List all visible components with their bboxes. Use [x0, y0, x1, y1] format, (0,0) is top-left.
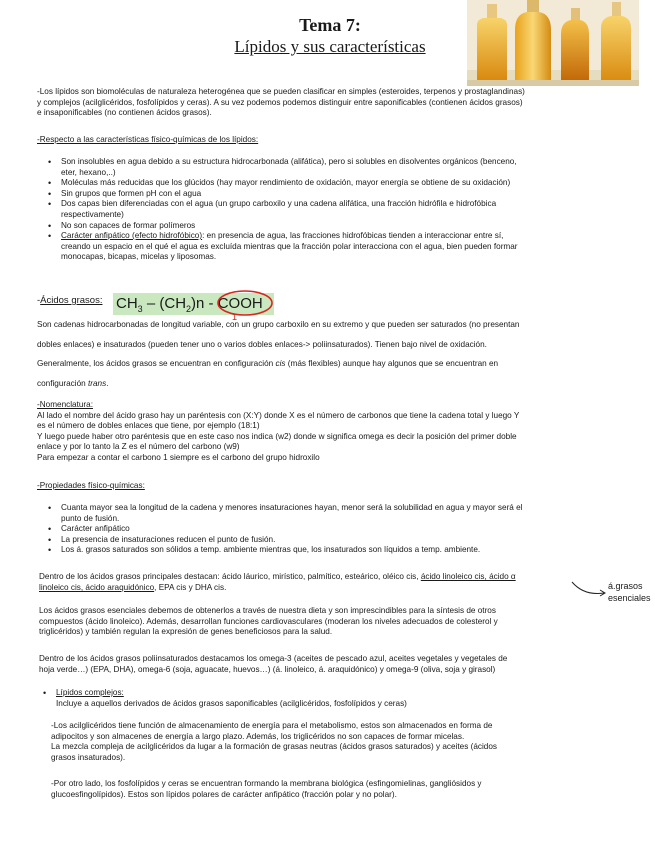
list-item: • Moléculas más reducidas que los glúcidos (hay mayor rendimiento de oxidación, mayor energía se obtiene de su oxidación) — [36, 178, 626, 189]
fisico-list — [36, 157, 626, 263]
title-number: Tema 7: — [299, 15, 361, 35]
complejos-list — [31, 688, 621, 709]
list-item: • Sin grupos que formen pH con el agua — [36, 189, 626, 200]
fisico-heading: -Respecto a las características físico-químicas de los lípidos: — [37, 135, 259, 144]
acidos-line: Generalmente, los ácidos grasos se encuentran en configuración cis (más flexibles) aunque hay algunos que se encuentran en — [37, 359, 499, 368]
principales-paragraph: Dentro de los ácidos grasos principales destacan: ácido láurico, mirístico, palmítico, esteárico, oléico cis, ácido linoleico cis, ácido α linoleico cis, ácido araquidónico, EPA cis y DHA cis. — [39, 572, 516, 592]
bottles-of-oil-image — [467, 0, 639, 86]
list-item: • Carácter anfipático (efecto hidrofóbico): en presencia de agua, las fracciones hidrofóbicas tienden a interaccionar entre sí, creando un espacio en el qué el agua es excluída mientras que la fracción polar interacciona con el agua, bien pueden formar monocapas, bicapas, micelas y liposomas. — [36, 231, 626, 263]
acidos-line: dobles enlaces) e insaturados (pueden tener uno o varios dobles enlaces-> poliinsaturados). Tienen bajo nivel de oxidación. — [37, 339, 487, 349]
list-item: • Los á. grasos saturados son sólidos a temp. ambiente mientras que, los insaturados son líquidos a temp. ambiente. — [36, 545, 626, 556]
poliinsaturados-paragraph: Dentro de los ácidos grasos poliinsaturados destacamos los omega-3 (aceites de pescado azul, aceites vegetales y vegetales de hoja verde…) (EPA, DHA), omega-6 (soja, aguacate, huevos…) (á. linoleico, á. araquidónico) y omega-9 (oliva, soja y girasol) — [39, 654, 508, 674]
list-item: • La presencia de insaturaciones reducen el punto de fusión. — [36, 535, 626, 546]
title-subtitle: Lípidos y sus características — [234, 37, 426, 56]
complejos-p1: -Los acilglicéridos tiene función de almacenamiento de energía para el metabolismo, estos son almacenados en forma de adipocitos y son almacenes de energía a largo plazo. Además, los triglicéridos no son capaces de formar micelas. La mezcla compleja de acilglicéridos da lugar a la formación de grasas neutras (ácidos grasos saturados) y aceites (ácidos grasos insaturados). — [51, 721, 497, 762]
nomenclatura-line: Para empezar a contar el carbono 1 siempre es el carbono del grupo hidroxilo — [37, 452, 320, 462]
nomenclatura-heading: -Nomenclatura: — [37, 400, 93, 409]
intro-paragraph — [37, 87, 525, 119]
intro-line: -Los lípidos son biomoléculas de naturaleza heterogénea que se pueden clasificar en simples (esteroides, terpenos y prostaglandinas) — [37, 87, 525, 96]
list-item: • Cuanta mayor sea la longitud de la cadena y menores insaturaciones hayan, menor será la solubilidad en agua y mayor será el punto de fusión. — [36, 503, 626, 524]
propiedades-list — [36, 503, 626, 556]
propiedades-heading: -Propiedades físico-químicas: — [37, 481, 145, 490]
cooh-group: COOH — [217, 295, 263, 312]
acidos-heading: -Ácidos grasos: — [37, 295, 103, 306]
acidos-paragraph — [37, 315, 519, 393]
intro-line: e insaponificables (no contienen ácidos grasos). — [37, 108, 212, 118]
list-item: • No son capaces de formar polímeros — [36, 221, 626, 232]
handwritten-arrow — [570, 580, 610, 602]
list-item: • Lípidos complejos: Incluye a aquellos derivados de ácidos grasos saponificables (acilglicéridos, fosfolípidos y ceras) — [31, 688, 621, 709]
nomenclatura-line: es el número de dobles enlaces que tiene, por ejemplo (18:1) — [37, 421, 260, 431]
acidos-line: configuración trans. — [37, 378, 109, 388]
list-item: • Carácter anfipático — [36, 524, 626, 535]
list-item: • Son insolubles en agua debido a su estructura hidrocarbonada (alifática), pero si solubles en disolventes orgánicos (benceno, eter, hexano,..) — [36, 157, 626, 178]
list-item: • Dos capas bien diferenciadas con el agua (un grupo carboxilo y una cadena alifática, una fracción hidrófila e hidrofóbica respectivamente) — [36, 199, 626, 220]
intro-line: y complejos (acilglicéridos, fosfolípidos y ceras). A su vez podemos podemos distinguir entre saponificables (contienen ácidos grasos) — [37, 97, 523, 107]
handwritten-annotation: 1 — [232, 312, 238, 322]
acidos-line: Son cadenas hidrocarbonadas de longitud variable, con un grupo carboxilo en su extremo y que pueden ser saturados (no presentan — [37, 320, 520, 329]
page-title — [180, 14, 480, 57]
nomenclatura-line: enlace y por lo tanto la Z es el número del carbono (w9) — [37, 442, 240, 452]
fatty-acid-formula: $CH_3 - (CH_2)n$ - COOH — [113, 293, 274, 315]
esenciales-paragraph: Los ácidos grasos esenciales debemos de obtenerlos a través de nuestra dieta y son imprescindibles para la síntesis de otros compuestos (ácido linoleico). Además, desarrollan funciones cardiovasculares (moderan los niveles adecuados de colesterol y triglicéridos) y también regulan la expresión de genes beneficiosos para la salud. — [39, 606, 498, 637]
nomenclatura-line: Y luego puede haber otro paréntesis que en este caso nos indica (w2) donde w significa omega es decir la posición del primer doble — [37, 431, 517, 441]
nomenclatura-section — [37, 400, 519, 464]
handwritten-note: á.grasos esenciales — [608, 581, 651, 603]
nomenclatura-line: Al lado el nombre del ácido graso hay un paréntesis con (X:Y) donde X es el número de carbonos que tiene la cadena total y luego Y — [37, 410, 520, 420]
complejos-p2: -Por otro lado, los fosfolípidos y ceras se encuentran formando la membrana biológica (esfingomielinas, gangliósidos y glucoesfingolípidos). Estos son lípidos polares de carácter anfipático (fracción polar y no polar). — [51, 779, 482, 799]
